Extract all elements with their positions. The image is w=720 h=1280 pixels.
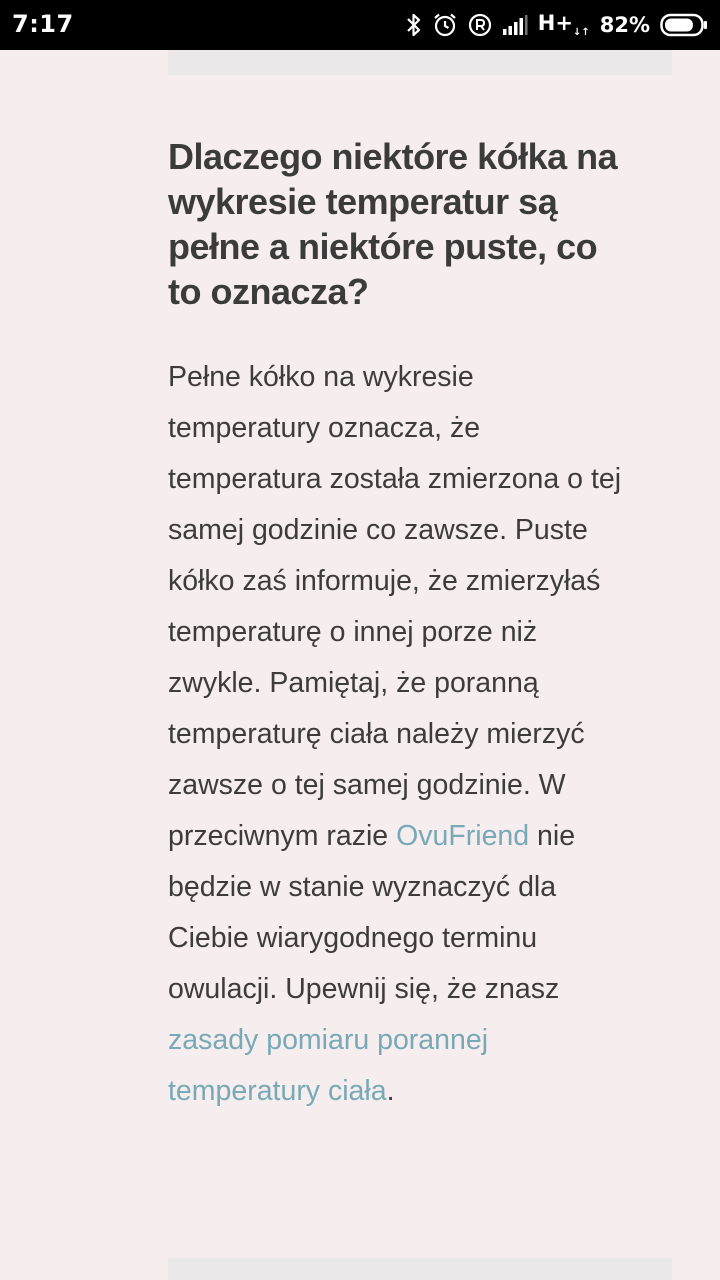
network-type — [538, 11, 590, 38]
battery-percent: 82% — [599, 13, 650, 37]
faq-question: Dlaczego niektóre kółka na wykresie temperatur są pełne a niektóre puste, co to oznacza? — [168, 136, 618, 312]
answer-text-1: Pełne kółko na wykresie temperatury oznacza, że temperatura została zmierzona o tej samej godzinie co zawsze. Puste kółko zaś informuje, że zmierzyłaś temperaturę o innej porze niż zwykle. Pamiętaj, że poranną temperaturę ciała należy mierzyć zawsze o tej samej godzinie. W przeciwnym razie — [168, 361, 622, 852]
bluetooth-icon — [406, 12, 422, 38]
signal-icon — [502, 14, 528, 36]
status-time: 7:17 — [12, 10, 74, 38]
status-bar — [0, 0, 720, 50]
answer-text-2: nie będzie w stanie wyznaczyć dla Ciebie wiarygodnego terminu owulacji. Upewnij się, że znasz — [168, 820, 576, 1005]
network-type-label: H+ — [537, 11, 573, 36]
faq-answer — [168, 352, 628, 1117]
battery-icon — [660, 13, 708, 37]
answer-end: . — [386, 1075, 395, 1107]
network-activity: ↓↑ — [572, 27, 590, 39]
status-icons — [406, 8, 708, 42]
temperature-rules-link[interactable]: zasady pomiaru porannej temperatury ciała — [168, 1024, 489, 1107]
next-item-divider — [168, 1258, 672, 1280]
ovufriend-link[interactable]: OvuFriend — [396, 820, 530, 852]
previous-item-divider — [168, 50, 672, 75]
alarm-icon — [432, 12, 458, 38]
roaming-r-icon — [468, 13, 492, 37]
faq-entry — [168, 134, 638, 1117]
